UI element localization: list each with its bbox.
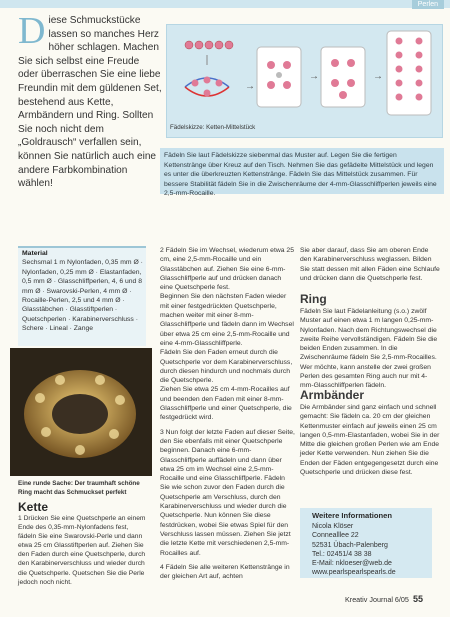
- col2-p3: Fädeln Sie den Faden erneut durch die Quetschperle vor dem Karabinerverschluss, durch diesen hindurch und nochmals durch die Quetschperle.: [160, 349, 293, 385]
- info-name: Nicola Klöser: [312, 523, 354, 530]
- material-title: Material: [22, 250, 48, 257]
- intro-body: iese Schmuckstücke lassen so manches Herz höher schlagen. Machen Sie sich selbst eine Freude oder überraschen Sie eine liebe Freundin mit dem güldenen Set, bestehend aus Kette, Armbändern und Ring. Sollten Sie noch nicht dem „Goldrausch“ verfallen sein, können Sie natürlich auch eine andere Farbkombination wählen!: [18, 15, 162, 190]
- page-number: 55: [412, 594, 423, 604]
- material-list: [22, 249, 144, 334]
- intro-text: [18, 10, 162, 191]
- info-email[interactable]: E-Mail: nkloeser@web.de: [312, 560, 392, 568]
- info-lines: [312, 522, 396, 578]
- info-street: Connealllee 22: [312, 532, 359, 540]
- sketch-diagram-icon: [167, 25, 442, 121]
- col2-p5: 3 Nun folgt der letzte Faden auf dieser Seite, den Sie ebenfalls mit einer Quetschperle beginnen. Danach eine 6-mm-Glasschliffperle auffädeln und dann über etwa 25 cm im Wechsel eine 2,5-mm-Rocaille und eine Glasschliffperle. Fädeln Sie wie schon zuvor den Faden durch die Quetschperle am Verschluss, durch den Karabinerverschluss und wieder durch die Quetschperle. Nun können Sie diese festdrücken, wobei Sie etwas Spiel für den Verschluss lassen müssen. Ziehen Sie jetzt die letzte Kette mit verschiedenen 2,5-mm-Rocailles auf.: [160, 428, 295, 557]
- armbaender-heading: Armbänder: [300, 388, 365, 402]
- dropcap: D: [18, 10, 46, 52]
- kette-heading: Kette: [18, 500, 49, 514]
- svg-text:→: →: [245, 81, 255, 92]
- photo-caption: Eine runde Sache: Der traumhaft schöne Ring macht das Schmuckset perfekt: [18, 480, 140, 496]
- info-website[interactable]: www.pearlspearlspearls.de: [312, 569, 396, 577]
- sketch-caption: Fädelskizze: Ketten-Mittelstück: [170, 124, 256, 131]
- section-logo: Perlen: [412, 0, 444, 9]
- journal-name: Kreativ Journal 6/05: [345, 595, 409, 604]
- col2-p4: Ziehen Sie etwa 25 cm 4-mm-Rocailles auf und beenden den Faden mit einer 8-mm-Glasschliffperle und einer Quetschperle, die festgedrückt wird.: [160, 386, 292, 422]
- svg-text:→: →: [309, 71, 319, 82]
- column-3: [300, 246, 440, 283]
- col2-p6: 4 Fädeln Sie alle weiteren Kettenstränge in der gleichen Art auf, achten: [160, 563, 290, 581]
- ring-text: Fädeln Sie laut Fädelanleitung (s.o.) zwölf Muster auf einen etwa 1 m langen 0,25-mm-Nylonfaden. Nach dem Richtungswechsel die zweite Reihe vervollständigen. Fädeln Sie die beiden Enden zusammen. In die Zwischenräume fädeln Sie 2,5-mm-Rocailles. Wer möchte, kann anstelle der zwei großen Perlen des gesamten Ring auch nur mit 4-mm-Glasschliffperlen fädeln.: [300, 308, 438, 390]
- ring-photo: [10, 348, 152, 476]
- svg-text:→: →: [373, 71, 383, 82]
- beading-sketch: [166, 24, 443, 138]
- page-footer: [345, 594, 423, 604]
- col2-p2: Beginnen Sie den nächsten Faden wieder mit einer festgedrückten Quetschperle, machen weiter mit einer 8-mm-Glasschliffperle und fädeln dann im Wechsel über etwa 25 cm eine 2,5-mm-Rocaille und eine 4-mm-Glasschliffperle.: [160, 293, 294, 347]
- material-text: Sechsmal 1 m Nylonfaden, 0,35 mm Ø · Nylonfaden, 0,25 mm Ø · Elastanfaden, 0,5 mm Ø · Glasschliffperlen, 4, 6 und 8 mm Ø · Swarovski-Perlen, 4 mm Ø · Rocaille-Perlen, 2,5 und 4 mm Ø · Glasstäbchen · Glasstiftperlen · Quetschperlen · Karabinerverschluss · Schere · Lineal · Zange: [22, 259, 143, 333]
- instruction-text: Fädeln Sie laut Fädelskizze siebenmal das Muster auf. Legen Sie die fertigen Kettenstränge über Kreuz auf den Tisch. Nehmen Sie das gefädelte Mittelstück und legen es unter die überkreuzten Kettenstränge. Fädeln Sie das Mittelstück zusammen. Für bessere Stabilität fädeln Sie in die Zwischenräume der 4-mm-Glasschliffperlen jeweils eine 2,5-mm-Rocaille.: [164, 152, 437, 198]
- armbaender-text: Die Armbänder sind ganz einfach und schnell gemacht: Sie fädeln ca. 20 cm der gleichen Kettenmuster einfach auf jeweils einen 25 cm langen 0,5-mm-Elastanfaden, wobei Sie in der Mitte die gleichen großen Perlen wie am Ende jeder Kette verwenden. Nun ziehen Sie die Enden der Fäden entgegengesetzt durch eine Quetschperle und drücken diese fest.: [300, 404, 440, 477]
- col2-p1: 2 Fädeln Sie im Wechsel, wiederum etwa 25 cm, eine 2,5-mm-Rocaille und ein Glasstäbchen auf. Ziehen Sie eine 6-mm-Glasschliffperle auf und drücken danach eine Quetschperle fest.: [160, 247, 294, 292]
- info-title: Weitere Informationen: [312, 511, 393, 520]
- ring-heading: Ring: [300, 292, 327, 306]
- kette-text: 1 Drücken Sie eine Quetschperle an einem Ende des 0,35-mm-Nylonfadens fest, fädeln Sie eine Swarovski-Perle und dann etwa 25 cm Glasstiftperlen auf. Ziehen Sie den Faden durch eine Quetschperle, durch den Karabinerverschluss und wieder durch die Quetschperle. Quetschen Sie die Perle jedoch noch nicht.: [18, 515, 146, 586]
- info-phone: Tel.: 02451/4 38 38: [312, 550, 372, 558]
- jewelry-photo-icon: [10, 348, 152, 476]
- top-band: [0, 0, 450, 8]
- info-city: 52531 Übach-Palenberg: [312, 541, 388, 549]
- col3-p1: Sie aber darauf, dass Sie am oberen Ende den Karabinerverschluss weglassen. Bilden Sie statt dessen mit allen Fäden eine Schlaufe und drücken dann die Quetschperle fest.: [300, 247, 440, 282]
- column-2: [160, 246, 295, 581]
